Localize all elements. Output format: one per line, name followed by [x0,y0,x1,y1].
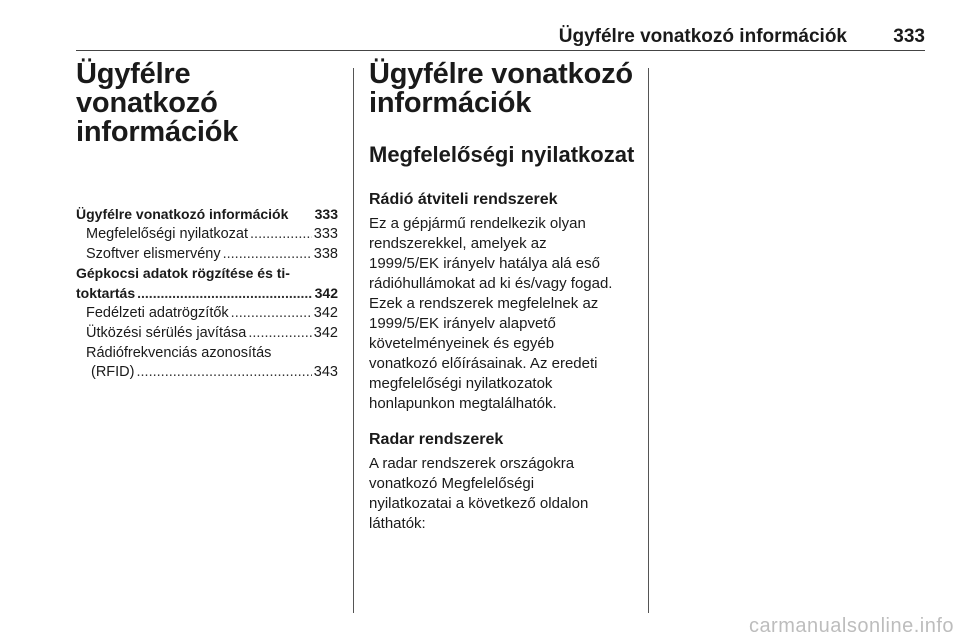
page-number: 333 [893,26,925,47]
text-line: nyilatkozatai a következő oldalon [369,495,589,512]
text-line: vonatkozó Megfelelőségi [369,475,535,492]
heading-radar-systems: Radar rendszerek [369,431,504,448]
column-divider [353,68,354,613]
text-line: A radar rendszerek országokra [369,455,575,472]
toc-leader [223,245,312,265]
text-line: láthatók: [369,515,426,532]
paragraph-radio-systems [369,214,637,414]
chapter-title-line-1: Ügyfélre vonatkozó [76,58,218,119]
watermark: carmanualsonline.info [748,615,954,637]
toc-entry-title: Megfelelőségi nyilatkozat [86,225,249,242]
table-of-contents [76,205,338,383]
text-line: honlapunkon megtalálhatók. [369,395,557,412]
toc-entry-page: 343 [313,364,338,381]
toc-entry[interactable] [76,363,338,383]
text-line: Ezek a rendszerek megfelelnek az [369,295,599,312]
text-line: követelményeinek és egyéb [369,335,555,352]
toc-entry[interactable] [76,225,338,245]
toc-entry-title: Ügyfélre vonatkozó információk [76,206,289,222]
toc-entry-title: Ütközési sérülés javítása [86,324,247,341]
toc-entry[interactable] [76,324,338,344]
toc-entry[interactable] [76,245,338,265]
right-column [369,60,637,534]
toc-entry-page: 333 [314,206,338,222]
toc-entry-page: 342 [314,285,338,302]
toc-leader [231,304,312,324]
column-divider [648,68,649,613]
text-line: Ez a gépjármű rendelkezik olyan [369,215,586,232]
toc-entry-title: Szoftver elismervény [86,245,221,262]
section-title [369,60,637,118]
toc-entry[interactable] [76,304,338,324]
text-line: megfelelőségi nyilatkozatok [369,375,553,392]
toc-entry-page: 333 [313,225,338,242]
toc-leader [248,324,311,344]
chapter-title [76,60,338,147]
toc-leader [137,284,313,304]
text-line: rendszerekkel, amelyek az [369,235,547,252]
section-title-line-1: Ügyfélre vonatkozó [369,58,633,90]
text-line: vonatkozó előírásainak. Az eredeti [369,355,598,372]
toc-entry-title: (RFID) [91,364,135,381]
toc-entry-title: Fedélzeti adatrögzítők [86,304,229,321]
page-header [76,26,925,51]
text-line: 1999/5/EK irányelv hatálya alá eső [369,255,600,272]
text-line: rádióhullámokat ad ki és/vagy fogad. [369,275,613,292]
section-title-line-2: információk [369,87,532,119]
paragraph-radar-systems [369,454,637,534]
toc-entry-page: 338 [313,245,338,262]
toc-leader [250,225,312,245]
left-column [76,60,338,383]
toc-entry-title: toktartás [76,285,136,302]
toc-entry-page: 342 [313,324,338,341]
toc-entry-title-line[interactable]: Gépkocsi adatok rögzítése és ti- [76,265,290,282]
text-line: 1999/5/EK irányelv alapvető [369,315,556,332]
running-title: Ügyfélre vonatkozó információk [558,26,847,47]
heading-radio-systems: Rádió átviteli rendszerek [369,191,558,208]
toc-leader [137,363,312,383]
toc-entry-page: 342 [313,304,338,321]
toc-entry[interactable] [76,284,338,304]
toc-entry-title-line[interactable]: Rádiófrekvenciás azonosítás [86,344,272,361]
toc-entry[interactable] [76,205,338,225]
subsection-title: Megfelelőségi nyilatkozat [369,142,635,167]
chapter-title-line-2: információk [76,116,239,148]
